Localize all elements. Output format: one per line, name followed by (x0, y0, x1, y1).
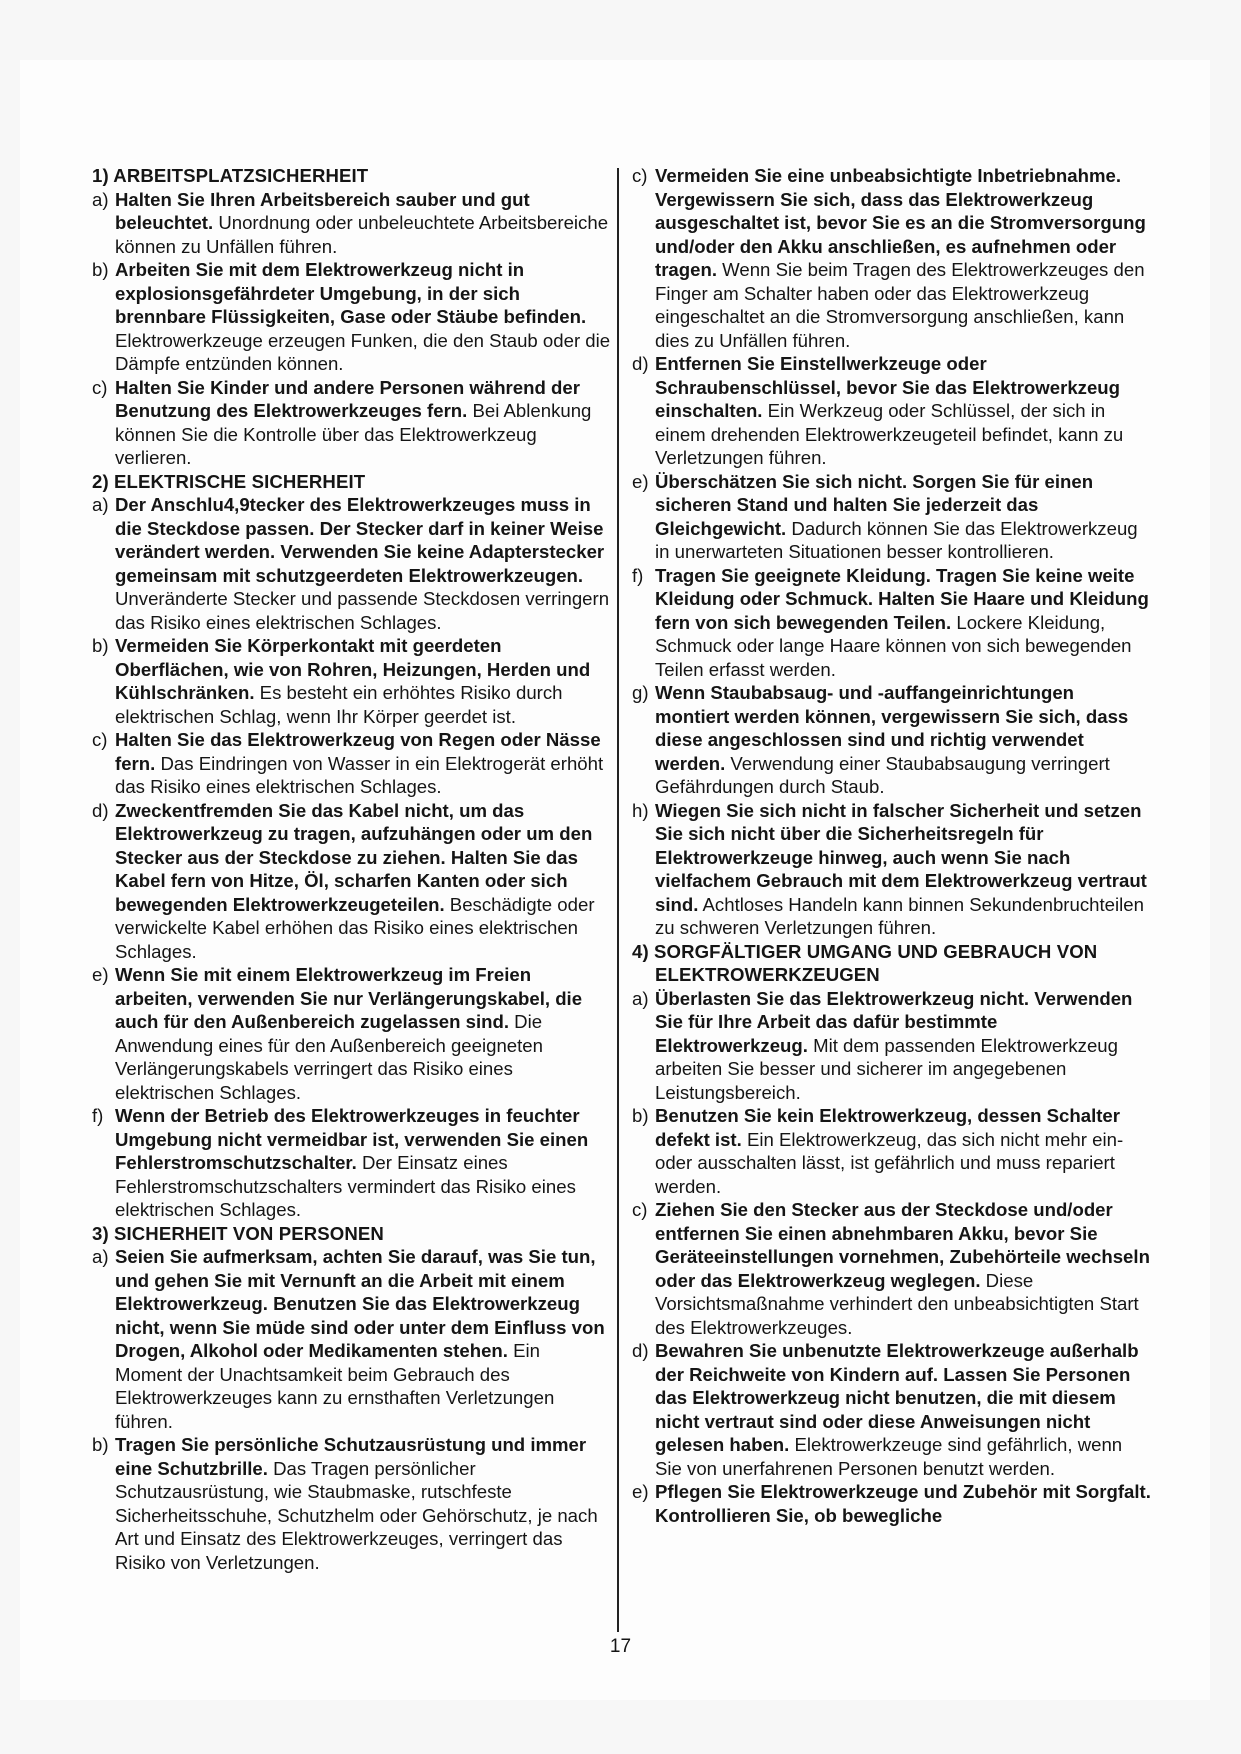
list-item: c) Ziehen Sie den Stecker aus der Steckdose und/oder entfernen Sie einen abnehmbaren Akku, bevor Sie Geräteeinstellungen vornehmen, Zubehörteile wechseln oder das Elektrowerkzeug weglegen. Diese Vorsichtsmaßnahme verhindert den unbeabsichtigten Start des Elektrowerkzeuges. (632, 1199, 1150, 1338)
section-heading: 2) ELEKTRISCHE SICHERHEIT (92, 470, 366, 492)
list-item: e) Überschätzen Sie sich nicht. Sorgen Sie für einen sicheren Stand und halten Sie jederzeit das Gleichgewicht. Dadurch können Sie das Elektrowerkzeug in unerwarteten Situationen besser kontrollieren. (632, 470, 1138, 562)
list-item: d) Entfernen Sie Einstellwerkzeuge oder Schraubenschlüssel, bevor Sie das Elektrowerkzeug einschalten. Ein Werkzeug oder Schlüssel, der sich in einem drehenden Elektrowerkzeugeteil befindet, kann zu Verletzungen führen. (632, 353, 1124, 468)
list-item: f) Tragen Sie geeignete Kleidung. Tragen Sie keine weite Kleidung oder Schmuck. Halten Sie Haare und Kleidung fern von sich bewegenden Teilen. Lockere Kleidung, Schmuck oder lange Haare können von sich bewegenden Teilen erfasst werden. (632, 564, 1149, 680)
left-column (92, 164, 612, 1574)
list-item: h) Wiegen Sie sich nicht in falscher Sicherheit und setzen Sie sich nicht über die Sicherheitsregeln für Elektrowerkzeuge hinweg, auch wenn Sie nach vielfachem Gebrauch mit dem Elektrowerkzeug vertraut sind. Achtloses Handeln kann binnen Sekundenbruchteilen zu schweren Verletzungen führen. (632, 799, 1147, 938)
list-item: c) Halten Sie das Elektrowerkzeug von Regen oder Nässe fern. Das Eindringen von Wasser in ein Elektrogerät erhöht das Risiko eines elektrischen Schlages. (92, 729, 604, 797)
list-item: b) Vermeiden Sie Körperkontakt mit geerdeten Oberflächen, wie von Rohren, Heizungen, Herden und Kühlschränken. Es besteht ein erhöhtes Risiko durch elektrischen Schlag, wenn Ihr Körper geerdet ist. (92, 635, 591, 727)
list-item: g) Wenn Staubabsaug- und -auffangeinrichtungen montiert werden können, vergewissern Sie sich, dass diese angeschlossen sind und richtig verwendet werden. Verwendung einer Staubabsaugung verringert Gefährdungen durch Staub. (632, 682, 1129, 797)
list-item: b) Tragen Sie persönliche Schutzausrüstung und immer eine Schutzbrille. Das Tragen persönlicher Schutzausrüstung, wie Staubmaske, rutschfeste Sicherheitsschuhe, Schutzhelm oder Gehörschutz, je nach Art und Einsatz des Elektrowerkzeuges, verringert das Risiko von Verletzungen. (92, 1434, 598, 1573)
list-item: a) Seien Sie aufmerksam, achten Sie darauf, was Sie tun, und gehen Sie mit Vernunft an die Arbeit mit einem Elektrowerkzeug. Benutzen Sie das Elektrowerkzeug nicht, wenn Sie müde sind oder unter dem Einfluss von Drogen, Alkohol oder Medikamenten stehen. Ein Moment der Unachtsamkeit beim Gebrauch des Elektrowerkzeuges kann zu ernsthaften Verletzungen führen. (92, 1246, 605, 1432)
list-item: a) Der Anschlu4,9tecker des Elektrowerkzeuges muss in die Steckdose passen. Der Stecker darf in keiner Weise verändert werden. Verwenden Sie keine Adapterstecker gemeinsam mit schutzgeerdeten Elektrowerkzeugen. Unveränderte Stecker und passende Steckdosen verringern das Risiko eines elektrischen Schlages. (92, 494, 610, 633)
section-heading: 1) ARBEITSPLATZSICHERHEIT (92, 165, 369, 186)
list-item: f) Wenn der Betrieb des Elektrowerkzeuges in feuchter Umgebung nicht vermeidbar ist, verwenden Sie einen Fehlerstromschutzschalter. Der Einsatz eines Fehlerstromschutzschalters vermindert das Risiko eines elektrischen Schlages. (92, 1105, 589, 1220)
column-divider (617, 168, 619, 1632)
list-item: e) Pflegen Sie Elektrowerkzeuge und Zubehör mit Sorgfalt. Kontrollieren Sie, ob bewegliche (632, 1481, 1151, 1526)
list-item: c) Halten Sie Kinder und andere Personen während der Benutzung des Elektrowerkzeuges fern. Bei Ablenkung können Sie die Kontrolle über das Elektrowerkzeug verlieren. (92, 376, 592, 468)
list-item: d) Bewahren Sie unbenutzte Elektrowerkzeuge außerhalb der Reichweite von Kindern auf. Lassen Sie Personen das Elektrowerkzeug nicht benutzen, die mit diesem nicht vertraut sind oder diese Anweisungen nicht gelesen haben. Elektrowerkzeuge sind gefährlich, wenn Sie von unerfahrenen Personen benutzt werden. (632, 1340, 1139, 1479)
section-heading: 3) SICHERHEIT VON PERSONEN (92, 1222, 384, 1244)
right-column (632, 164, 1152, 1527)
page-number: 17 (609, 1636, 632, 1657)
list-item: b) Arbeiten Sie mit dem Elektrowerkzeug nicht in explosionsgefährdeter Umgebung, in der sich brennbare Flüssigkeiten, Gase oder Stäube befinden. Elektrowerkzeuge erzeugen Funken, die den Staub oder die Dämpfe entzünden können. (92, 259, 611, 374)
list-item: c) Vermeiden Sie eine unbeabsichtigte Inbetriebnahme. Vergewissern Sie sich, dass das Elektrowerkzeug ausgeschaltet ist, bevor Sie es an die Stromversorgung und/oder den Akku anschließen, es aufnehmen oder tragen. Wenn Sie beim Tragen des Elektrowerkzeuges den Finger am Schalter haben oder das Elektrowerkzeug eingeschaltet an die Stromversorgung anschließen, kann dies zu Unfällen führen. (632, 165, 1146, 351)
list-item: a) Überlasten Sie das Elektrowerkzeug nicht. Verwenden Sie für Ihre Arbeit das dafür bestimmte Elektrowerkzeug. Mit dem passenden Elektrowerkzeug arbeiten Sie besser und sicherer im angegebenen Leistungsbereich. (632, 987, 1133, 1103)
list-item: a) Halten Sie Ihren Arbeitsbereich sauber und gut beleuchtet. Unordnung oder unbeleuchtete Arbeitsbereiche können zu Unfällen führen. (92, 188, 609, 257)
list-item: e) Wenn Sie mit einem Elektrowerkzeug im Freien arbeiten, verwenden Sie nur Verlängerungskabel, die auch für den Außenbereich zugelassen sind. Die Anwendung eines für den Außenbereich geeigneten Verlängerungskabels verringert das Risiko eines elektrischen Schlages. (92, 964, 583, 1103)
list-item: b) Benutzen Sie kein Elektrowerkzeug, dessen Schalter defekt ist. Ein Elektrowerkzeug, das sich nicht mehr ein- oder ausschalten lässt, ist gefährlich und muss repariert werden. (632, 1105, 1124, 1197)
list-item: d) Zweckentfremden Sie das Kabel nicht, um das Elektrowerkzeug zu tragen, aufzuhängen oder um den Stecker aus der Steckdose zu ziehen. Halten Sie das Kabel fern von Hitze, Öl, scharfen Kanten oder sich bewegenden Elektrowerkzeugeteilen. Beschädigte oder verwickelte Kabel erhöhen das Risiko eines elektrischen Schlages. (92, 799, 595, 962)
section-heading: 4) SORGFÄLTIGER UMGANG UND GEBRAUCH VON ELEKTROWERKZEUGEN (632, 940, 1098, 985)
